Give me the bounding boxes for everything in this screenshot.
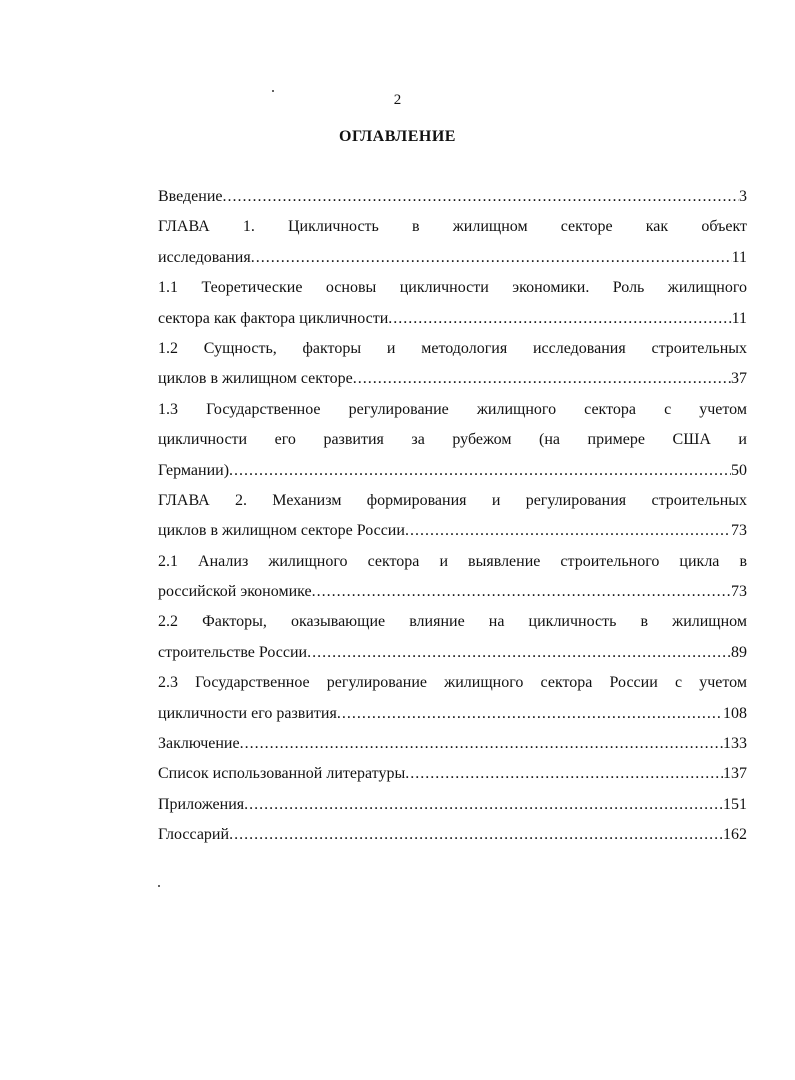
toc-entry-title: строительстве России (158, 643, 308, 661)
toc-entry-title: исследования (158, 248, 251, 266)
page-number: 2 (393, 92, 402, 108)
toc-page-number: 137 (723, 765, 747, 783)
toc-entry-section-2-2[interactable] (158, 642, 747, 672)
toc-entry-title: циклов в жилищном секторе России (158, 522, 405, 540)
toc-entry-section-1-3[interactable] (158, 460, 747, 490)
toc-page-number: 11 (731, 309, 747, 327)
toc-entry-glossary[interactable] (158, 824, 747, 854)
toc-page-number: 73 (731, 583, 747, 601)
toc-page-number: 133 (723, 735, 747, 753)
leader-dots (312, 581, 731, 603)
toc-entry-references[interactable] (158, 763, 747, 793)
toc-entry-title: российской экономике (158, 583, 312, 601)
toc-entry-title: цикличности его развития (158, 704, 337, 722)
toc-entry-section-1-2-line-1[interactable]: 1.2 Сущность, факторы и методология исследования строительных (158, 339, 747, 357)
toc-entry-section-1-1[interactable] (158, 308, 747, 338)
toc-entry-chapter-1[interactable] (158, 247, 747, 277)
toc-entry-section-2-2-line-1[interactable]: 2.2 Факторы, оказывающие влияние на цикличность в жилищном (158, 613, 747, 631)
toc-entry-title: Германии) (158, 461, 230, 479)
leader-dots (405, 520, 731, 542)
toc-entry-chapter-2[interactable] (158, 520, 747, 550)
toc-entry-section-2-1-line-1[interactable]: 2.1 Анализ жилищного сектора и выявление строительного цикла в (158, 552, 747, 570)
leader-dots (244, 794, 723, 816)
toc-entry-section-1-3-line-1[interactable]: 1.3 Государственное регулирование жилищного сектора с учетом (158, 400, 747, 418)
toc-entry-title: Заключение (158, 735, 240, 753)
toc-entry-title: Приложения (158, 795, 245, 813)
toc-page-number: 50 (731, 461, 747, 479)
toc-entry-chapter-1-line-1[interactable]: ГЛАВА 1. Цикличность в жилищном секторе как объект (158, 218, 747, 236)
toc-entry-conclusion[interactable] (158, 733, 747, 763)
toc-page-number: 151 (723, 795, 747, 813)
toc-entry-title: Список использованной литературы (158, 765, 406, 783)
leader-dots (223, 186, 740, 208)
leader-dots (353, 368, 731, 390)
toc-entry-section-2-3[interactable] (158, 703, 747, 733)
toc-entry-title: циклов в жилищном секторе (158, 370, 353, 388)
toc-page-number: 37 (731, 370, 747, 388)
toc-page-number: 162 (723, 826, 747, 844)
leader-dots (229, 460, 731, 482)
leader-dots (229, 824, 723, 846)
toc-entry-section-1-3-line-2[interactable]: цикличности его развития за рубежом (на примере США и (158, 431, 747, 449)
toc-page-number: 3 (739, 188, 747, 205)
leader-dots (307, 642, 731, 664)
leader-dots (251, 247, 732, 269)
toc-entry-section-1-2[interactable] (158, 368, 747, 398)
toc-page-number: 11 (731, 248, 747, 266)
leader-dots (405, 763, 723, 785)
toc-entry-chapter-2-line-1[interactable]: ГЛАВА 2. Механизм формирования и регулирования строительных (158, 491, 747, 509)
toc-page-number: 108 (723, 704, 747, 722)
toc-entry-title: сектора как фактора цикличности (158, 309, 389, 327)
toc-entry-section-1-1-line-1[interactable]: 1.1 Теоретические основы цикличности экономики. Роль жилищного (158, 279, 747, 297)
leader-dots (240, 733, 723, 755)
toc-page-number: 89 (731, 643, 747, 661)
leader-dots (337, 703, 723, 725)
toc-entry-title: Введение (158, 188, 223, 205)
toc-entry-appendices[interactable] (158, 794, 747, 824)
toc-entry-section-2-3-line-1[interactable]: 2.3 Государственное регулирование жилищного сектора России с учетом (158, 674, 747, 692)
toc-entry-section-2-1[interactable] (158, 581, 747, 611)
scan-speck (158, 885, 160, 887)
toc-entry-title: Глоссарий (158, 826, 230, 844)
page-title: ОГЛАВЛЕНИЕ (339, 128, 456, 145)
toc-entry-intro[interactable] (158, 186, 747, 216)
table-of-contents (158, 186, 747, 855)
toc-page-number: 73 (731, 522, 747, 540)
leader-dots (388, 308, 731, 330)
